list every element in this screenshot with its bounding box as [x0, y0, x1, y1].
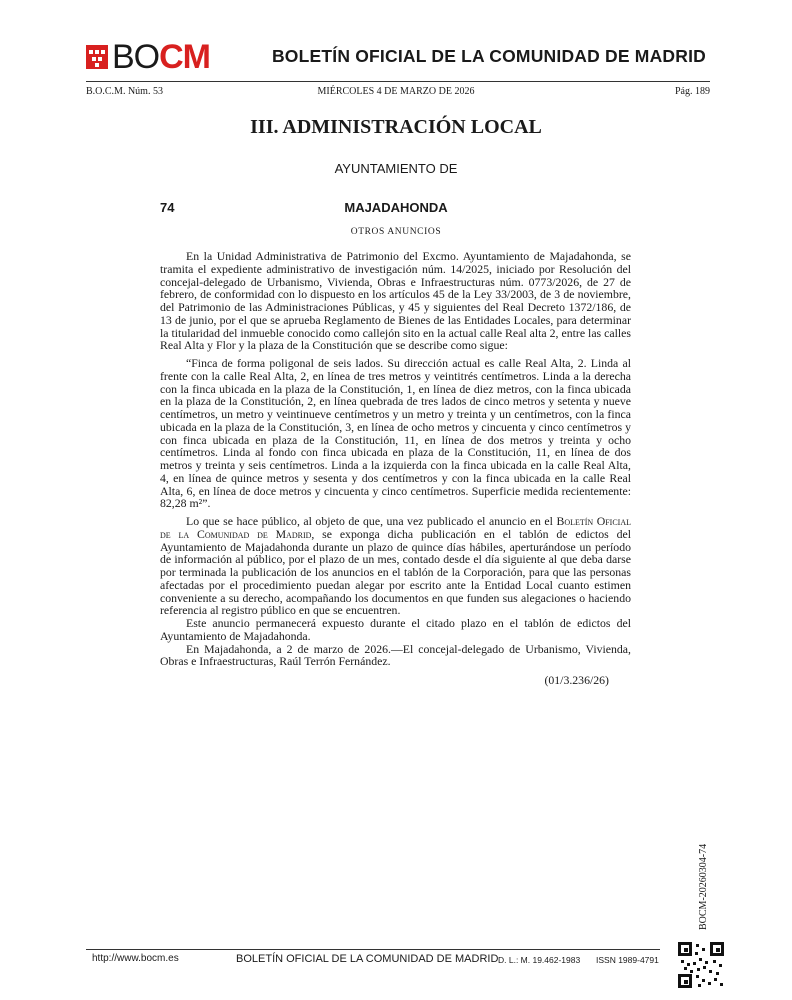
announcement-type: OTROS ANUNCIOS: [350, 227, 442, 237]
paragraph-publication: Lo que se hace público, al objeto de que, una vez publicado el anuncio en el Boletín Oficial de la Comunidad de Madrid, se exponga dicha publicación en el tablón de edictos del Ayuntamiento de Majadahonda durante un plazo de quince días hábiles, aperturándose un período de información al público, por el plazo de un mes, contado desde el día siguiente al que deba darse por terminada la publicación de los anuncios en el tablón de la Corporación, para que las personas afectadas por el procedimiento puedan alegar por escrito ante la Entidad Local cuanto estimen conveniente a su derecho, acompañando los documentos en que funden sus alegaciones o haciendo referencia al registro público en que se encuentren.: [160, 514, 631, 618]
paragraph-signature: En Majadahonda, a 2 de marzo de 2026.—El concejal-delegado de Urbanismo, Vivienda, Obras e Infraestructuras, Raúl Terrón Fernández.: [160, 641, 631, 669]
section-title: III. ADMINISTRACIÓN LOCAL: [250, 116, 542, 138]
page-number: Pág. 189: [675, 86, 710, 97]
madrid-flag-icon: [86, 45, 108, 69]
journal-name-smallcaps: Boletín Oficial de la Comunidad de Madrid: [160, 514, 631, 541]
entity-label: AYUNTAMIENTO DE: [334, 161, 458, 176]
footer-url-link[interactable]: http://www.bocm.es: [92, 953, 179, 964]
paragraph-exposure: Este anuncio permanecerá expuesto durante el citado plazo en el tablón de edictos del Ayuntamiento de Majadahonda.: [160, 616, 631, 643]
bocm-logo-icon: BOCM: [112, 38, 211, 76]
issue-number: B.O.C.M. Núm. 53: [86, 86, 163, 97]
announcement-number: 74: [160, 200, 175, 215]
paragraph-description: “Finca de forma poligonal de seis lados. Su dirección actual es calle Real Alta, 2. Linda al frente con la calle Real Alta, 2, en línea de tres metros y veintitrés centímetros. Linda a la derecha con la finca ubicada en la plaza de la Constitución, 1, en línea de diez metros, con la finca ubicada en la plaza de la Constitución, 2, en línea quebrada de tres lados de cinco metros y setenta y nueve centímetros, un metro y veintinueve centímetros y un metro y treinta y un centímetros, con la finca ubicada en la plaza de la Constitución, 3, en línea de ocho metros y cincuenta y cinco centímetros y con finca ubicada en plaza de la Constitución, 11, en línea de dos metros y treinta y ocho centímetros. Linda al fondo con finca ubicada en plaza de la Constitución, 11, en línea de dos metros y treinta y seis centímetros. Linda a la izquierda con la finca ubicada en la calle Real Alta, 4, en línea de quince metros y sesenta y dos centímetros y con la finca ubicada en la calle Real Alta, 6, en línea de doce metros y cincuenta y cinco centímetros. Superficie medida recientemente: 82,28 m²”.: [160, 356, 631, 511]
issue-date: MIÉRCOLES 4 DE MARZO DE 2026: [317, 86, 475, 97]
footer-divider: [86, 949, 660, 950]
paragraph-intro: En la Unidad Administrativa de Patrimonio del Excmo. Ayuntamiento de Majadahonda, se tramita el expediente administrativo de investigación núm. 14/2025, iniciado por Resolución del concejal-delegado de Urbanismo, Vivienda, Obras e Infraestructuras núm. 0773/2026, de 27 de febrero, de conformidad con lo dispuesto en los artículos 45 de la Ley 33/2003, de 3 de noviembre, del Patrimonio de las Administraciones Públicas, y 45 y siguientes del Real Decreto 1372/186, de 13 de junio, por el que se aprueba Reglamento de Bienes de las Entidades Locales, para determinar la titularidad del inmueble conocido como callejón sito en la actual calle Real alta 2, entre las calles Real Alta y Flor y la plaza de la Constitución que se describe como sigue:: [160, 249, 631, 353]
town-name: MAJADAHONDA: [344, 200, 448, 215]
issn: ISSN 1989-4791: [596, 955, 659, 965]
journal-title: BOLETÍN OFICIAL DE LA COMUNIDAD DE MADRID: [271, 46, 706, 66]
footer-journal-name: BOLETÍN OFICIAL DE LA COMUNIDAD DE MADRID: [236, 953, 499, 965]
document-code: BOCM-20260304-74: [698, 843, 709, 930]
qr-code-icon: [678, 942, 724, 988]
legal-deposit: D. L.: M. 19.462-1983: [498, 955, 581, 965]
bocm-logo: [86, 38, 211, 76]
announcement-reference: (01/3.236/26): [544, 673, 609, 687]
header-divider: [86, 81, 710, 82]
announcement-body: [160, 250, 631, 687]
